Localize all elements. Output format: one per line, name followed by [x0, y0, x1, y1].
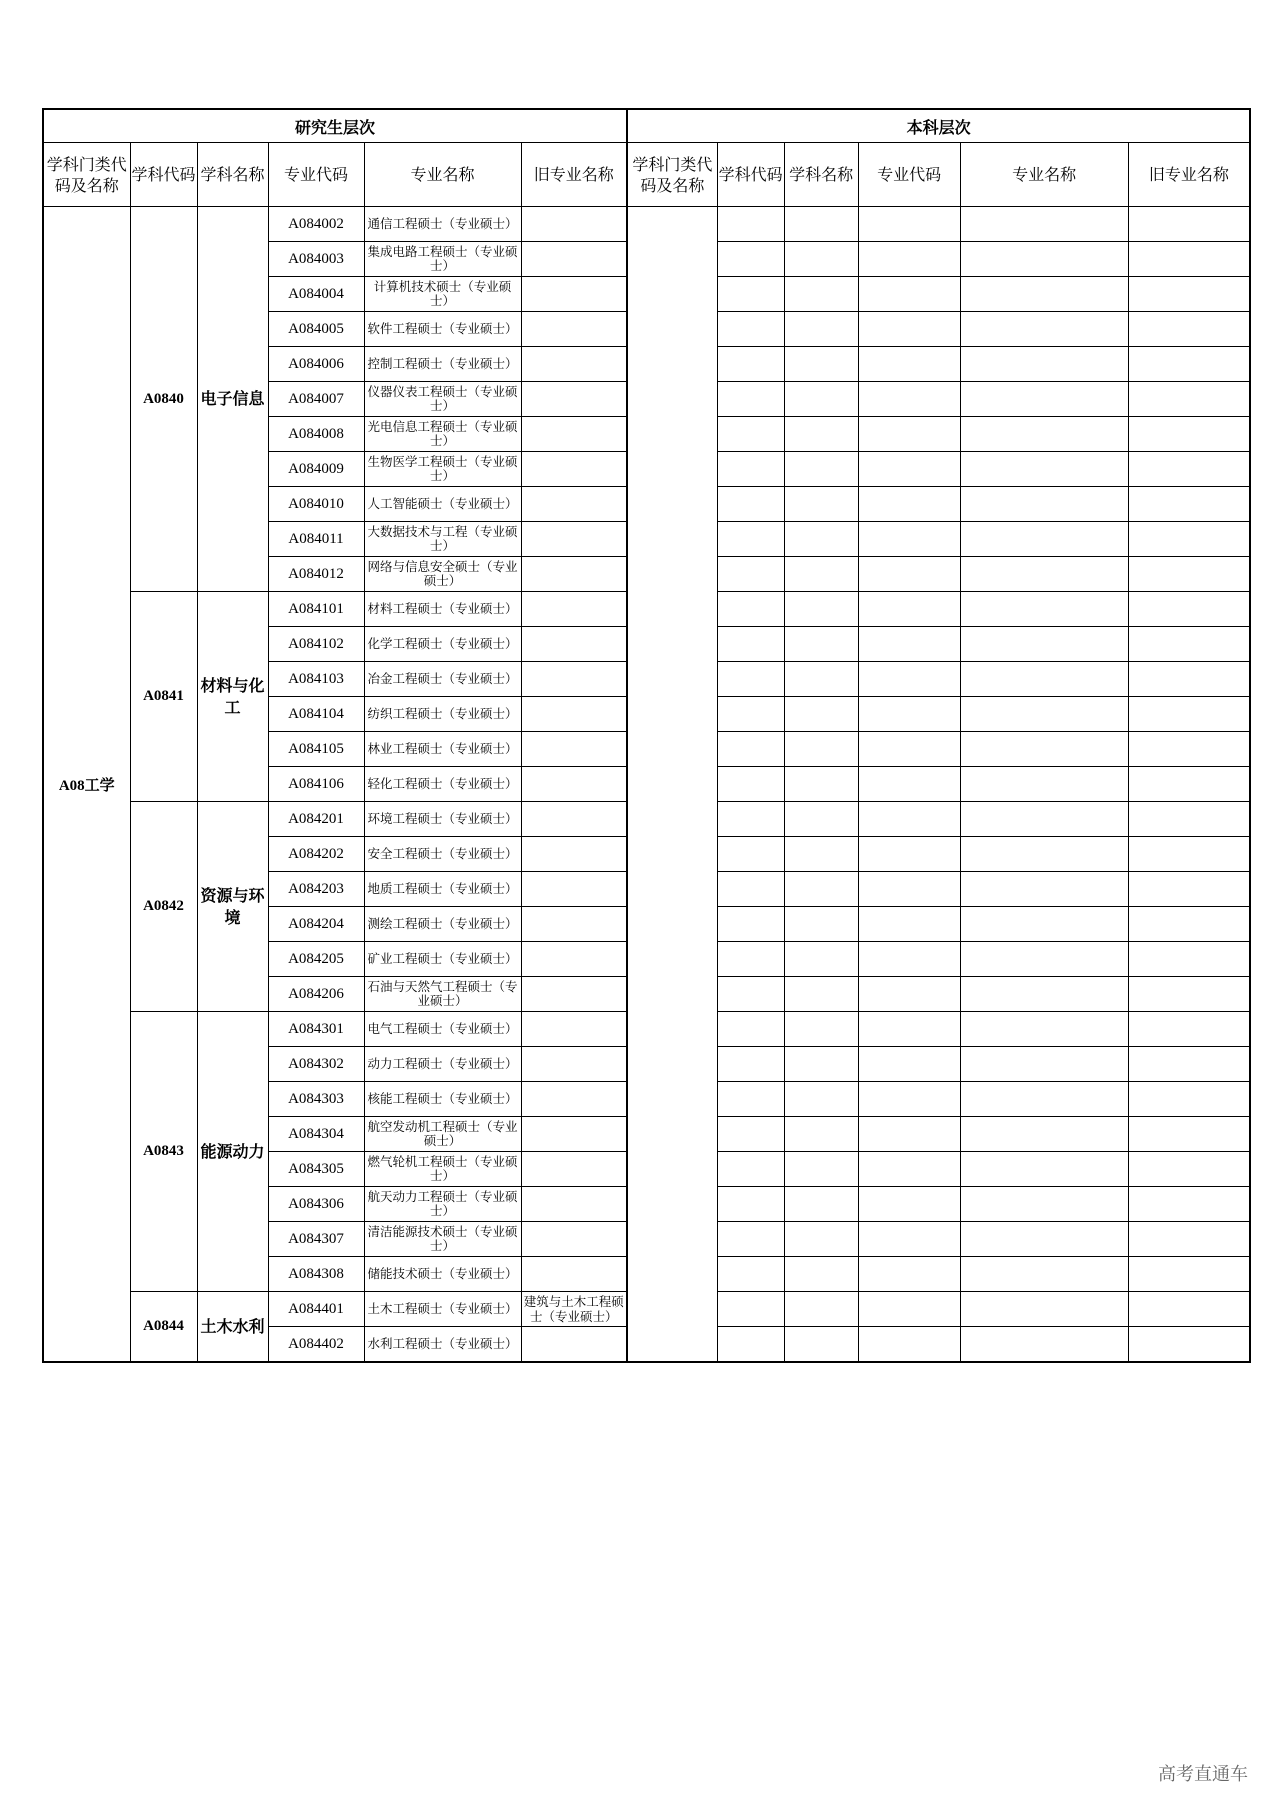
ug-empty-cell — [717, 977, 784, 1012]
major-code-cell: A084402 — [268, 1327, 364, 1363]
ug-empty-cell — [717, 417, 784, 452]
ug-empty-cell — [717, 1257, 784, 1292]
discipline-name-cell: 能源动力 — [197, 1012, 268, 1292]
col-major-name: 专业名称 — [364, 143, 521, 207]
ug-empty-cell — [784, 732, 858, 767]
ug-empty-cell — [717, 1152, 784, 1187]
ug-empty-cell — [717, 242, 784, 277]
ug-empty-cell — [960, 1047, 1128, 1082]
old-major-name-cell — [521, 802, 627, 837]
old-major-name-cell — [521, 872, 627, 907]
ug-empty-cell — [960, 452, 1128, 487]
col-ug-major-name: 专业名称 — [960, 143, 1128, 207]
ug-empty-cell — [1128, 1222, 1250, 1257]
ug-empty-cell — [784, 907, 858, 942]
major-code-cell: A084006 — [268, 347, 364, 382]
ug-empty-cell — [1128, 522, 1250, 557]
major-code-cell: A084005 — [268, 312, 364, 347]
ug-empty-cell — [858, 382, 960, 417]
major-code-cell: A084305 — [268, 1152, 364, 1187]
ug-empty-cell — [717, 872, 784, 907]
major-code-cell: A084008 — [268, 417, 364, 452]
major-code-cell: A084104 — [268, 697, 364, 732]
ug-empty-cell — [1128, 417, 1250, 452]
ug-empty-cell — [858, 347, 960, 382]
ug-empty-cell — [858, 277, 960, 312]
ug-empty-cell — [1128, 767, 1250, 802]
ug-empty-cell — [858, 487, 960, 522]
ug-empty-cell — [858, 1187, 960, 1222]
major-code-cell: A084307 — [268, 1222, 364, 1257]
ug-empty-cell — [784, 592, 858, 627]
old-major-name-cell — [521, 1222, 627, 1257]
ug-empty-cell — [960, 1012, 1128, 1047]
ug-empty-cell — [960, 382, 1128, 417]
ug-empty-cell — [717, 767, 784, 802]
discipline-name-cell: 材料与化工 — [197, 592, 268, 802]
ug-empty-cell — [858, 1082, 960, 1117]
major-name-cell: 林业工程硕士（专业硕士） — [364, 732, 521, 767]
ug-empty-cell — [858, 1292, 960, 1327]
old-major-name-cell — [521, 977, 627, 1012]
discipline-name-cell: 资源与环境 — [197, 802, 268, 1012]
major-name-cell: 软件工程硕士（专业硕士） — [364, 312, 521, 347]
ug-empty-cell — [717, 1117, 784, 1152]
ug-empty-cell — [717, 1327, 784, 1363]
major-code-cell: A084401 — [268, 1292, 364, 1327]
ug-empty-cell — [858, 1257, 960, 1292]
old-major-name-cell — [521, 907, 627, 942]
ug-empty-cell — [858, 1117, 960, 1152]
major-code-cell: A084003 — [268, 242, 364, 277]
ug-empty-cell — [784, 1222, 858, 1257]
ug-empty-cell — [784, 452, 858, 487]
ug-empty-cell — [784, 1117, 858, 1152]
major-name-cell: 清洁能源技术硕士（专业硕士） — [364, 1222, 521, 1257]
major-name-cell: 控制工程硕士（专业硕士） — [364, 347, 521, 382]
col-ug-major-code: 专业代码 — [858, 143, 960, 207]
major-code-cell: A084206 — [268, 977, 364, 1012]
major-name-cell: 人工智能硕士（专业硕士） — [364, 487, 521, 522]
ug-empty-cell — [1128, 1257, 1250, 1292]
ug-empty-cell — [960, 907, 1128, 942]
old-major-name-cell — [521, 592, 627, 627]
discipline-code-cell: A0844 — [130, 1292, 197, 1363]
group-header-row — [43, 109, 1250, 143]
ug-empty-cell — [960, 592, 1128, 627]
old-major-name-cell — [521, 767, 627, 802]
major-name-cell: 集成电路工程硕士（专业硕士） — [364, 242, 521, 277]
old-major-name-cell — [521, 1012, 627, 1047]
ug-empty-cell — [1128, 1327, 1250, 1363]
major-name-cell: 储能技术硕士（专业硕士） — [364, 1257, 521, 1292]
old-major-name-cell — [521, 942, 627, 977]
ug-empty-cell — [858, 837, 960, 872]
major-code-cell: A084301 — [268, 1012, 364, 1047]
ug-empty-cell — [858, 907, 960, 942]
ug-empty-cell — [717, 802, 784, 837]
major-name-cell: 计算机技术硕士（专业硕士） — [364, 277, 521, 312]
ug-empty-cell — [1128, 557, 1250, 592]
major-name-cell: 水利工程硕士（专业硕士） — [364, 1327, 521, 1363]
ug-empty-cell — [1128, 872, 1250, 907]
major-name-cell: 石油与天然气工程硕士（专业硕士） — [364, 977, 521, 1012]
ug-empty-cell — [858, 942, 960, 977]
major-name-cell: 大数据技术与工程（专业硕士） — [364, 522, 521, 557]
ug-empty-cell — [960, 1222, 1128, 1257]
ug-empty-cell — [858, 207, 960, 242]
major-name-cell: 化学工程硕士（专业硕士） — [364, 627, 521, 662]
old-major-name-cell — [521, 627, 627, 662]
ug-empty-cell — [858, 312, 960, 347]
ug-empty-cell — [1128, 452, 1250, 487]
major-name-cell: 动力工程硕士（专业硕士） — [364, 1047, 521, 1082]
ug-empty-cell — [784, 802, 858, 837]
ug-empty-cell — [717, 1222, 784, 1257]
ug-empty-cell — [858, 452, 960, 487]
major-code-cell: A084103 — [268, 662, 364, 697]
ug-empty-cell — [717, 837, 784, 872]
discipline-name-cell: 土木水利 — [197, 1292, 268, 1363]
old-major-name-cell — [521, 242, 627, 277]
major-name-cell: 土木工程硕士（专业硕士） — [364, 1292, 521, 1327]
major-code-cell: A084308 — [268, 1257, 364, 1292]
col-ug-discipline-code: 学科代码 — [717, 143, 784, 207]
ug-empty-cell — [784, 382, 858, 417]
ug-empty-cell — [960, 242, 1128, 277]
ug-empty-cell — [960, 837, 1128, 872]
ug-empty-cell — [960, 347, 1128, 382]
ug-empty-cell — [1128, 977, 1250, 1012]
old-major-name-cell — [521, 487, 627, 522]
major-code-cell: A084201 — [268, 802, 364, 837]
ug-empty-cell — [717, 557, 784, 592]
ug-empty-cell — [960, 767, 1128, 802]
major-name-cell: 航空发动机工程硕士（专业硕士） — [364, 1117, 521, 1152]
ug-empty-cell — [784, 872, 858, 907]
ug-empty-cell — [717, 1292, 784, 1327]
col-major-code: 专业代码 — [268, 143, 364, 207]
ug-empty-cell — [717, 592, 784, 627]
major-name-cell: 仪器仪表工程硕士（专业硕士） — [364, 382, 521, 417]
major-name-cell: 核能工程硕士（专业硕士） — [364, 1082, 521, 1117]
old-major-name-cell — [521, 207, 627, 242]
ug-empty-cell — [1128, 697, 1250, 732]
ug-empty-cell — [784, 1187, 858, 1222]
old-major-name-cell — [521, 697, 627, 732]
column-header-row — [43, 143, 1250, 207]
ug-empty-cell — [858, 242, 960, 277]
discipline-code-cell: A0842 — [130, 802, 197, 1012]
ug-empty-cell — [858, 1152, 960, 1187]
ug-empty-cell — [717, 1187, 784, 1222]
major-code-cell: A084202 — [268, 837, 364, 872]
ug-empty-cell — [784, 487, 858, 522]
ug-empty-cell — [1128, 1292, 1250, 1327]
ug-empty-cell — [960, 1292, 1128, 1327]
major-catalog-table — [42, 108, 1251, 1363]
ug-empty-cell — [960, 487, 1128, 522]
ug-empty-cell — [784, 417, 858, 452]
ug-empty-cell — [717, 487, 784, 522]
major-code-cell: A084105 — [268, 732, 364, 767]
ug-empty-cell — [784, 837, 858, 872]
major-code-cell: A084007 — [268, 382, 364, 417]
ug-empty-cell — [858, 627, 960, 662]
major-name-cell: 纺织工程硕士（专业硕士） — [364, 697, 521, 732]
major-code-cell: A084204 — [268, 907, 364, 942]
old-major-name-cell — [521, 1257, 627, 1292]
major-code-cell: A084004 — [268, 277, 364, 312]
old-major-name-cell — [521, 1117, 627, 1152]
ug-empty-cell — [1128, 312, 1250, 347]
ug-empty-cell — [960, 732, 1128, 767]
old-major-name-cell — [521, 452, 627, 487]
ug-empty-cell — [1128, 1152, 1250, 1187]
ug-empty-cell — [784, 1047, 858, 1082]
major-code-cell: A084012 — [268, 557, 364, 592]
ug-empty-cell — [858, 522, 960, 557]
ug-empty-cell — [960, 627, 1128, 662]
major-name-cell: 环境工程硕士（专业硕士） — [364, 802, 521, 837]
major-code-cell: A084203 — [268, 872, 364, 907]
ug-empty-cell — [1128, 277, 1250, 312]
ug-empty-cell — [858, 1047, 960, 1082]
ug-empty-cell — [960, 942, 1128, 977]
ug-empty-cell — [1128, 592, 1250, 627]
ug-empty-cell — [717, 312, 784, 347]
ug-empty-cell — [960, 312, 1128, 347]
ug-empty-cell — [1128, 802, 1250, 837]
major-name-cell: 光电信息工程硕士（专业硕士） — [364, 417, 521, 452]
discipline-code-cell: A0843 — [130, 1012, 197, 1292]
ug-empty-cell — [960, 557, 1128, 592]
ug-category-cell — [627, 207, 717, 1363]
col-ug-category: 学科门类代码及名称 — [627, 143, 717, 207]
major-name-cell: 安全工程硕士（专业硕士） — [364, 837, 521, 872]
col-ug-discipline-name: 学科名称 — [784, 143, 858, 207]
table-row — [43, 207, 1250, 242]
old-major-name-cell — [521, 1152, 627, 1187]
old-major-name-cell: 建筑与土木工程硕士（专业硕士） — [521, 1292, 627, 1327]
ug-empty-cell — [960, 802, 1128, 837]
ug-empty-cell — [784, 627, 858, 662]
ug-empty-cell — [784, 1327, 858, 1363]
ug-empty-cell — [784, 1012, 858, 1047]
major-code-cell: A084101 — [268, 592, 364, 627]
ug-empty-cell — [1128, 242, 1250, 277]
col-discipline-name: 学科名称 — [197, 143, 268, 207]
undergrad-level-header: 本科层次 — [627, 109, 1250, 143]
ug-empty-cell — [858, 872, 960, 907]
major-code-cell: A084010 — [268, 487, 364, 522]
major-code-cell: A084002 — [268, 207, 364, 242]
ug-empty-cell — [784, 1082, 858, 1117]
old-major-name-cell — [521, 1327, 627, 1363]
col-old-major-name: 旧专业名称 — [521, 143, 627, 207]
major-name-cell: 轻化工程硕士（专业硕士） — [364, 767, 521, 802]
old-major-name-cell — [521, 732, 627, 767]
discipline-name-cell: 电子信息 — [197, 207, 268, 592]
discipline-code-cell: A0840 — [130, 207, 197, 592]
ug-empty-cell — [960, 1327, 1128, 1363]
old-major-name-cell — [521, 1187, 627, 1222]
ug-empty-cell — [858, 767, 960, 802]
discipline-code-cell: A0841 — [130, 592, 197, 802]
ug-empty-cell — [960, 1082, 1128, 1117]
ug-empty-cell — [960, 522, 1128, 557]
ug-empty-cell — [717, 942, 784, 977]
watermark: 高考直通车 — [1158, 1764, 1248, 1785]
ug-empty-cell — [717, 452, 784, 487]
old-major-name-cell — [521, 417, 627, 452]
major-code-cell: A084106 — [268, 767, 364, 802]
old-major-name-cell — [521, 557, 627, 592]
major-code-cell: A084102 — [268, 627, 364, 662]
col-discipline-code: 学科代码 — [130, 143, 197, 207]
ug-empty-cell — [784, 207, 858, 242]
major-code-cell: A084304 — [268, 1117, 364, 1152]
ug-empty-cell — [960, 417, 1128, 452]
ug-empty-cell — [960, 1117, 1128, 1152]
ug-empty-cell — [1128, 347, 1250, 382]
ug-empty-cell — [858, 557, 960, 592]
old-major-name-cell — [521, 837, 627, 872]
major-name-cell: 网络与信息安全硕士（专业硕士） — [364, 557, 521, 592]
ug-empty-cell — [858, 697, 960, 732]
old-major-name-cell — [521, 312, 627, 347]
table-body — [43, 207, 1250, 1363]
old-major-name-cell — [521, 1047, 627, 1082]
category-cell: A08工学 — [43, 207, 130, 1363]
major-code-cell: A084205 — [268, 942, 364, 977]
ug-empty-cell — [1128, 627, 1250, 662]
ug-empty-cell — [717, 732, 784, 767]
ug-empty-cell — [1128, 1187, 1250, 1222]
ug-empty-cell — [960, 1257, 1128, 1292]
ug-empty-cell — [784, 977, 858, 1012]
ug-empty-cell — [717, 1012, 784, 1047]
major-code-cell: A084303 — [268, 1082, 364, 1117]
major-code-cell: A084011 — [268, 522, 364, 557]
old-major-name-cell — [521, 277, 627, 312]
major-code-cell: A084302 — [268, 1047, 364, 1082]
ug-empty-cell — [858, 1222, 960, 1257]
ug-empty-cell — [858, 592, 960, 627]
ug-empty-cell — [1128, 1047, 1250, 1082]
major-name-cell: 生物医学工程硕士（专业硕士） — [364, 452, 521, 487]
major-name-cell: 航天动力工程硕士（专业硕士） — [364, 1187, 521, 1222]
ug-empty-cell — [858, 662, 960, 697]
major-name-cell: 冶金工程硕士（专业硕士） — [364, 662, 521, 697]
col-ug-old-major-name: 旧专业名称 — [1128, 143, 1250, 207]
ug-empty-cell — [858, 1012, 960, 1047]
ug-empty-cell — [1128, 837, 1250, 872]
ug-empty-cell — [960, 697, 1128, 732]
ug-empty-cell — [960, 1152, 1128, 1187]
ug-empty-cell — [1128, 907, 1250, 942]
graduate-level-header: 研究生层次 — [43, 109, 627, 143]
ug-empty-cell — [784, 347, 858, 382]
major-name-cell: 电气工程硕士（专业硕士） — [364, 1012, 521, 1047]
ug-empty-cell — [717, 662, 784, 697]
ug-empty-cell — [784, 767, 858, 802]
ug-empty-cell — [717, 907, 784, 942]
ug-empty-cell — [960, 977, 1128, 1012]
major-name-cell: 燃气轮机工程硕士（专业硕士） — [364, 1152, 521, 1187]
old-major-name-cell — [521, 347, 627, 382]
ug-empty-cell — [784, 312, 858, 347]
ug-empty-cell — [960, 872, 1128, 907]
ug-empty-cell — [960, 662, 1128, 697]
major-name-cell: 通信工程硕士（专业硕士） — [364, 207, 521, 242]
ug-empty-cell — [717, 207, 784, 242]
ug-empty-cell — [1128, 732, 1250, 767]
major-name-cell: 测绘工程硕士（专业硕士） — [364, 907, 521, 942]
ug-empty-cell — [784, 662, 858, 697]
ug-empty-cell — [784, 942, 858, 977]
ug-empty-cell — [784, 1257, 858, 1292]
old-major-name-cell — [521, 382, 627, 417]
ug-empty-cell — [784, 1292, 858, 1327]
ug-empty-cell — [1128, 1082, 1250, 1117]
ug-empty-cell — [784, 242, 858, 277]
major-name-cell: 地质工程硕士（专业硕士） — [364, 872, 521, 907]
ug-empty-cell — [1128, 942, 1250, 977]
ug-empty-cell — [717, 627, 784, 662]
ug-empty-cell — [858, 732, 960, 767]
major-name-cell: 材料工程硕士（专业硕士） — [364, 592, 521, 627]
ug-empty-cell — [858, 802, 960, 837]
ug-empty-cell — [960, 1187, 1128, 1222]
ug-empty-cell — [784, 557, 858, 592]
ug-empty-cell — [1128, 662, 1250, 697]
ug-empty-cell — [1128, 1012, 1250, 1047]
ug-empty-cell — [784, 697, 858, 732]
major-code-cell: A084009 — [268, 452, 364, 487]
ug-empty-cell — [858, 977, 960, 1012]
ug-empty-cell — [858, 1327, 960, 1363]
ug-empty-cell — [717, 382, 784, 417]
major-code-cell: A084306 — [268, 1187, 364, 1222]
ug-empty-cell — [1128, 207, 1250, 242]
ug-empty-cell — [784, 1152, 858, 1187]
ug-empty-cell — [1128, 487, 1250, 522]
ug-empty-cell — [717, 697, 784, 732]
ug-empty-cell — [717, 522, 784, 557]
ug-empty-cell — [858, 417, 960, 452]
old-major-name-cell — [521, 662, 627, 697]
ug-empty-cell — [784, 277, 858, 312]
ug-empty-cell — [784, 522, 858, 557]
old-major-name-cell — [521, 1082, 627, 1117]
ug-empty-cell — [717, 347, 784, 382]
old-major-name-cell — [521, 522, 627, 557]
ug-empty-cell — [1128, 382, 1250, 417]
ug-empty-cell — [717, 1047, 784, 1082]
ug-empty-cell — [717, 1082, 784, 1117]
ug-empty-cell — [717, 277, 784, 312]
col-category: 学科门类代码及名称 — [43, 143, 130, 207]
ug-empty-cell — [960, 207, 1128, 242]
major-name-cell: 矿业工程硕士（专业硕士） — [364, 942, 521, 977]
ug-empty-cell — [1128, 1117, 1250, 1152]
ug-empty-cell — [960, 277, 1128, 312]
